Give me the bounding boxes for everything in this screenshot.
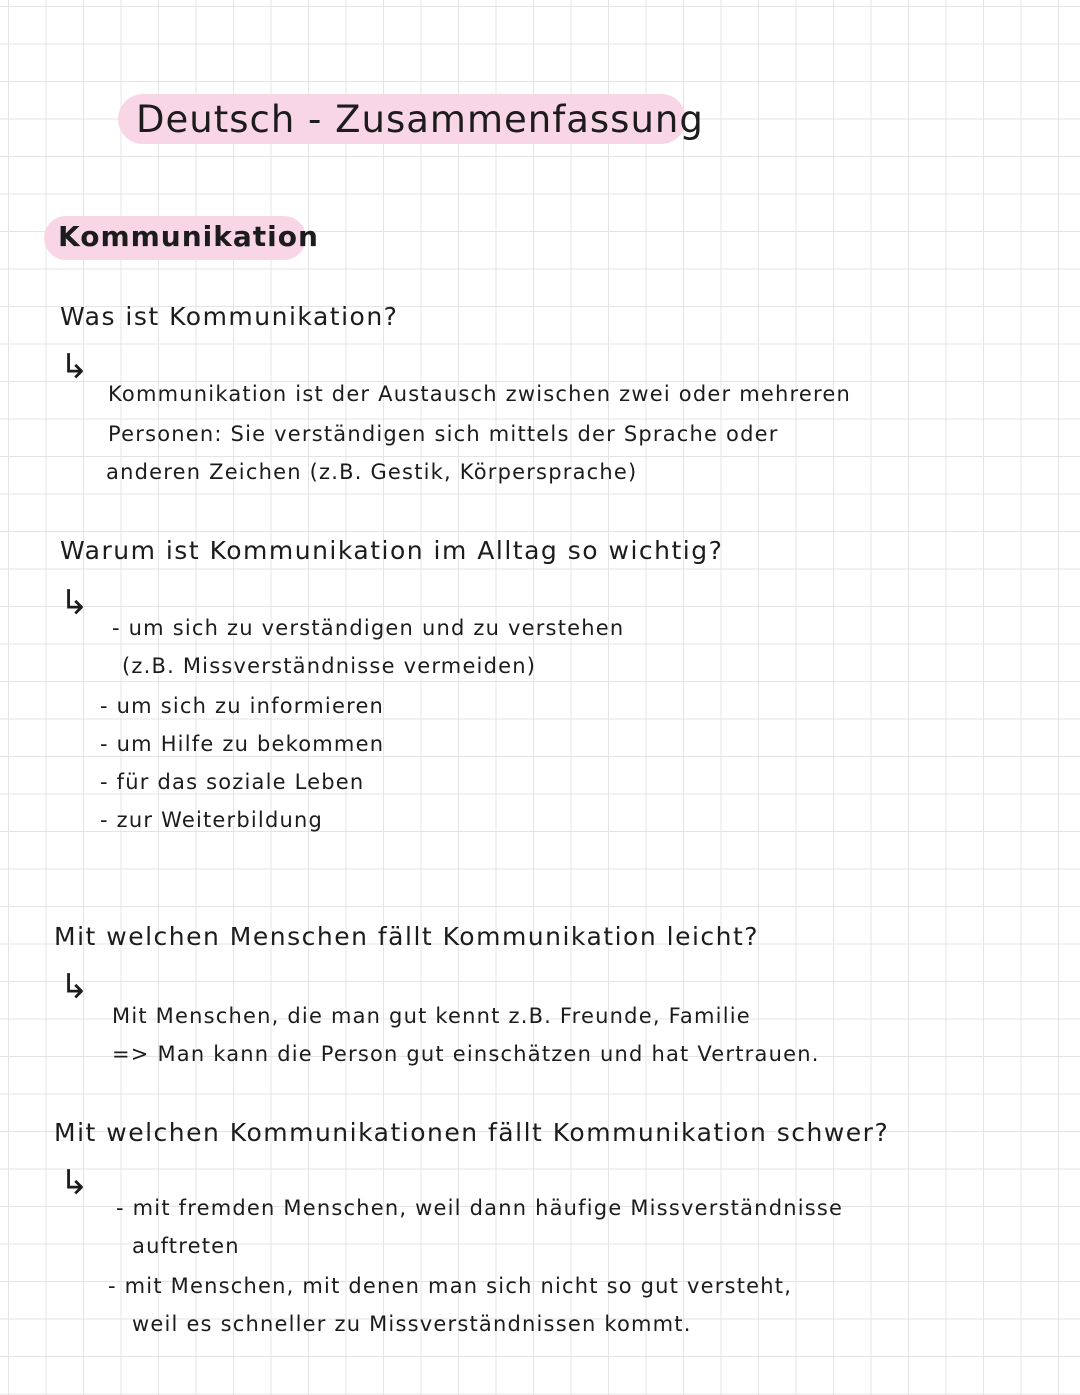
answer-4-line-4: weil es schneller zu Missverständnissen kommt.	[132, 1312, 692, 1336]
question-1: Was ist Kommunikation?	[60, 302, 399, 331]
answer-2-line-1: - um sich zu verständigen und zu verstehen	[112, 616, 625, 640]
answer-4-line-2: auftreten	[132, 1234, 240, 1258]
page-title: Deutsch - Zusammenfassung	[136, 98, 704, 141]
answer-1-line-1: Kommunikation ist der Austausch zwischen zwei oder mehreren	[108, 382, 851, 406]
answer-2-line-4: - um Hilfe zu bekommen	[100, 732, 385, 756]
question-4: Mit welchen Kommunikationen fällt Kommunikation schwer?	[54, 1118, 890, 1147]
answer-arrow-icon: ↳	[60, 347, 89, 387]
answer-3-line-1: Mit Menschen, die man gut kennt z.B. Freunde, Familie	[112, 1004, 751, 1028]
answer-2-line-2: (z.B. Missverständnisse vermeiden)	[122, 654, 537, 678]
answer-4-line-3: - mit Menschen, mit denen man sich nicht so gut versteht,	[108, 1274, 793, 1298]
answer-3-line-2: => Man kann die Person gut einschätzen und hat Vertrauen.	[112, 1042, 820, 1066]
answer-arrow-icon: ↳	[60, 583, 89, 623]
answer-arrow-icon: ↳	[60, 967, 89, 1007]
answer-arrow-icon: ↳	[60, 1163, 89, 1203]
section-heading: Kommunikation	[58, 220, 319, 253]
answer-1-line-3: anderen Zeichen (z.B. Gestik, Körpersprache)	[106, 460, 638, 484]
answer-2-line-5: - für das soziale Leben	[100, 770, 365, 794]
answer-2-line-6: - zur Weiterbildung	[100, 808, 324, 832]
question-3: Mit welchen Menschen fällt Kommunikation leicht?	[54, 922, 760, 951]
answer-1-line-2: Personen: Sie verständigen sich mittels der Sprache oder	[108, 422, 779, 446]
answer-2-line-3: - um sich zu informieren	[100, 694, 385, 718]
question-2: Warum ist Kommunikation im Alltag so wichtig?	[60, 536, 724, 565]
answer-4-line-1: - mit fremden Menschen, weil dann häufige Missverständnisse	[116, 1196, 844, 1220]
